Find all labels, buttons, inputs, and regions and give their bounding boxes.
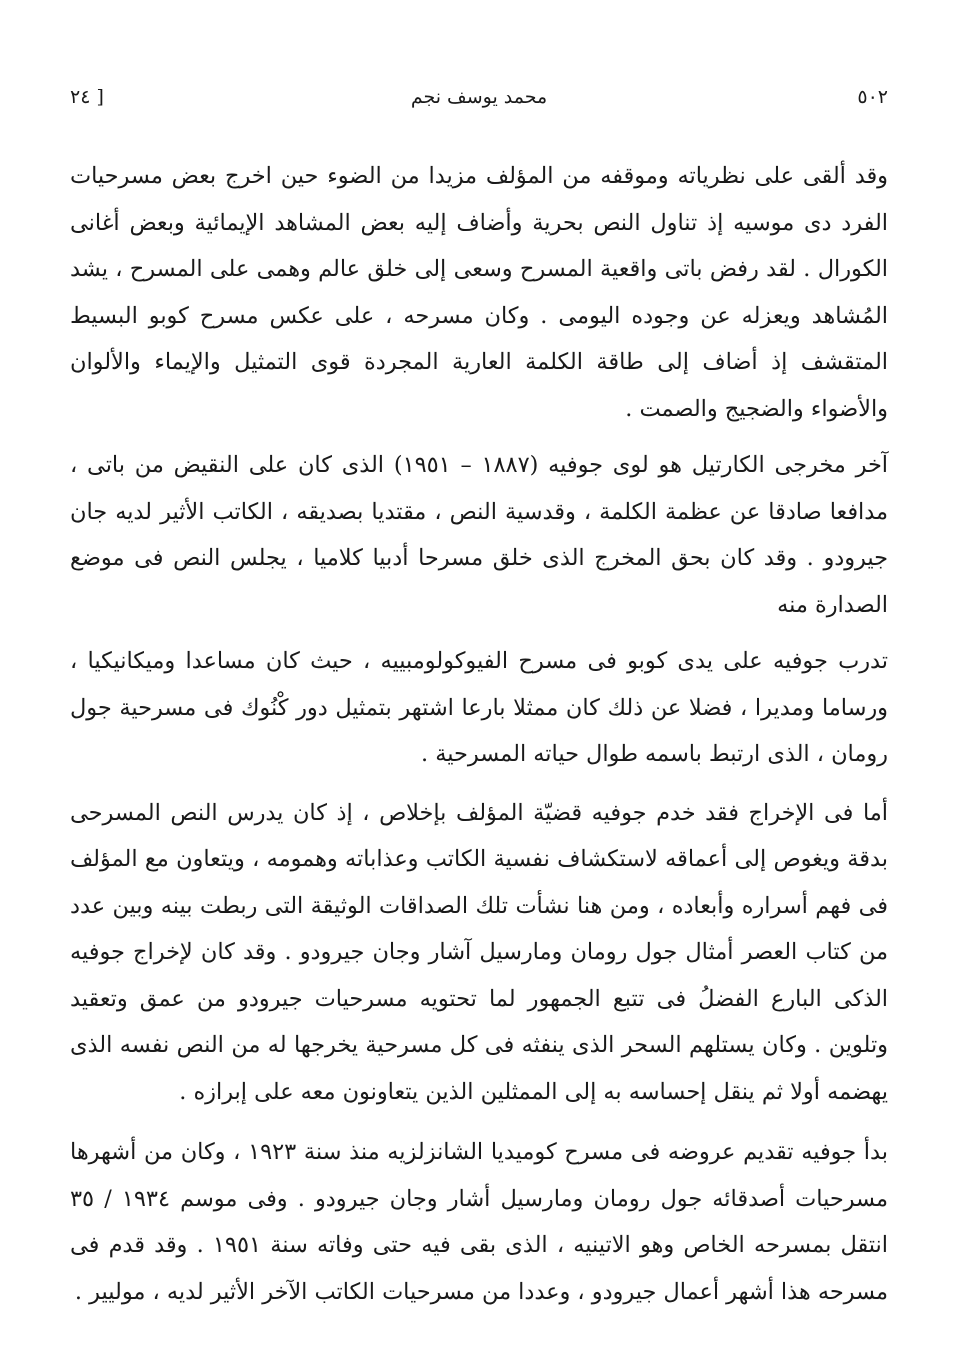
running-header (70, 86, 888, 122)
paragraph-1: وقد ألقى على نظرياته وموقفه من المؤلف مزيدا من الضوء حين اخرج بعض مسرحيات الفرد دى موسيه إذ تناول النص بحرية وأضاف إليه بعض المشاهد الإيمائية وبعض أغانى الكورال . لقد رفض باتى واقعية المسرح وسعى إلى خلق عالم وهمى على المسرح ، يشد المُشاهد ويعزله عن وجوده اليومى . وكان مسرحه ، على عكس مسرح كوبو البسيط المتقشف إذ أضاف إلى طاقة الكلمة العارية المجردة قوى التمثيل والإيماء والألوان والأضواء والضجيج والصمت . (70, 163, 888, 422)
paragraph-4: أما فى الإخراج فقد خدم جوفيه قضيّة المؤلف بإخلاص ، إذ كان يدرس النص المسرحى بدقة ويغوص إلى أعماقه لاستكشاف نفسية الكاتب وعذاباته وهمومه ، ويتعاون مع المؤلف فى فهم أسراره وأبعاده ، ومن هنا نشأت تلك الصداقات الوثيقة التى ربطت بينه وبين عدد من كتاب العصر أمثال جول رومان ومارسيل آشار وجان جيرودو . وقد كان لإخراج جوفيه الذكى البارع الفضلُ فى تتبع الجمهور لما تحتويه مسرحيات جيرودو من عمق وتعقيد وتلوين . وكان يستلهم السحر الذى ينفثه فى كل مسرحية يخرجها له من النص نفسه الذى يهضمه أولا ثم ينقل إحساسه به إلى الممثلين الذين يتعاونون معه على إبرازه . (70, 799, 888, 1105)
paragraph-5: بدأ جوفيه تقديم عروضه فى مسرح كوميديا الشانزلزيه منذ سنة ١٩٢٣ ، وكان من أشهرها مسرحيات أصدقائه جول رومان ومارسيل أشار وجان جيرودو . وفى موسم ١٩٣٤ / ٣٥ انتقل بمسرحه الخاص وهو الاتينيه ، الذى بقى فيه حتى وفاته سنة ١٩٥١ . وقد قدم فى مسرحه هذا أشهر أعمال جيرودو ، وعددا من مسرحيات الكاتب الآخر الأثير لديه ، موليير . (70, 1139, 888, 1305)
paragraph-2: آخر مخرجى الكارتيل هو لوى جوفيه (١٨٨٧ – ١٩٥١) الذى كان على النقيض من باتى ، مدافعا صادقا عن عظمة الكلمة ، وقدسية النص ، مقتديا بصديقه ، الكاتب الأثير لديه جان جيرودو . وقد كان بحق المخرج الذى خلق مسرحا أدبيا كلاميا ، يجلس النص فى موضع الصدارة منه (70, 452, 889, 618)
paragraph-3: تدرب جوفيه على يدى كوبو فى مسرح الفيوكولومبييه ، حيث كان مساعدا وميكانيكيا ، ورساما ومديرا ، فضلا عن ذلك كان ممثلا بارعا اشتهر بتمثيل دور كْنُوك فى مسرحية جول رومان ، الذى ارتبط باسمه طوال حياته المسرحية . (70, 648, 888, 767)
author-name: محمد يوسف نجم (410, 86, 548, 108)
part-number: [ ٢٤ (70, 86, 104, 108)
body-text (70, 153, 888, 1315)
page-number: ٥٠٢ (857, 86, 888, 108)
